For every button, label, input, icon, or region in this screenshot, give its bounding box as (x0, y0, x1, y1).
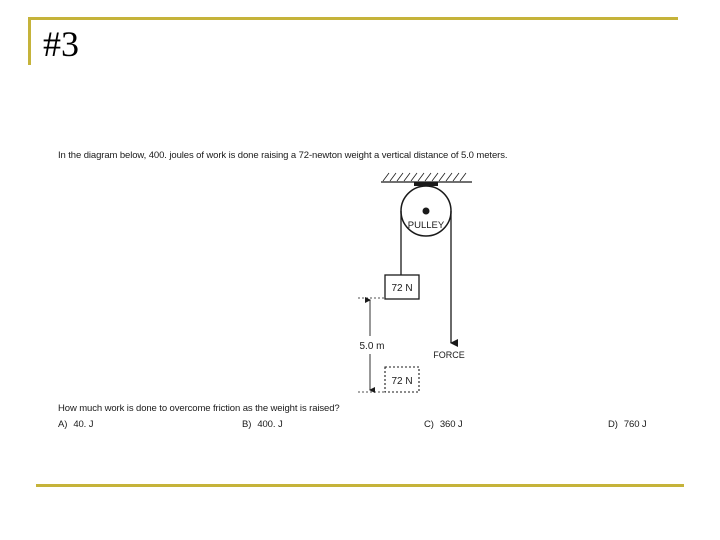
weight-top-label: 72 N (391, 283, 413, 294)
choice-letter: B) (242, 419, 252, 430)
choice-letter: A) (58, 419, 68, 430)
choice-letter: C) (424, 419, 434, 430)
force-label: FORCE (433, 350, 465, 360)
choice-text: 360 J (439, 419, 463, 430)
slide-title: #3 (43, 24, 79, 64)
problem-statement: In the diagram below, 400. joules of work is done raising a 72-newton weight a vertical distance of 5.0 meters. (58, 150, 508, 161)
distance-label: 5.0 m (359, 341, 385, 352)
choice-text: 40. J (73, 419, 94, 430)
choice-text: 760 J (623, 419, 647, 430)
weight-bottom-label: 72 N (391, 376, 413, 387)
question-prompt: How much work is done to overcome friction as the weight is raised? (58, 403, 340, 414)
choice-a[interactable] (58, 420, 93, 430)
choice-letter: D) (608, 419, 618, 430)
choice-d[interactable] (608, 420, 647, 430)
ceiling (381, 173, 472, 182)
pulley-label: PULLEY (407, 220, 445, 231)
choice-b[interactable] (242, 420, 283, 430)
choice-c[interactable] (424, 420, 463, 430)
choice-text: 400. J (257, 419, 283, 430)
